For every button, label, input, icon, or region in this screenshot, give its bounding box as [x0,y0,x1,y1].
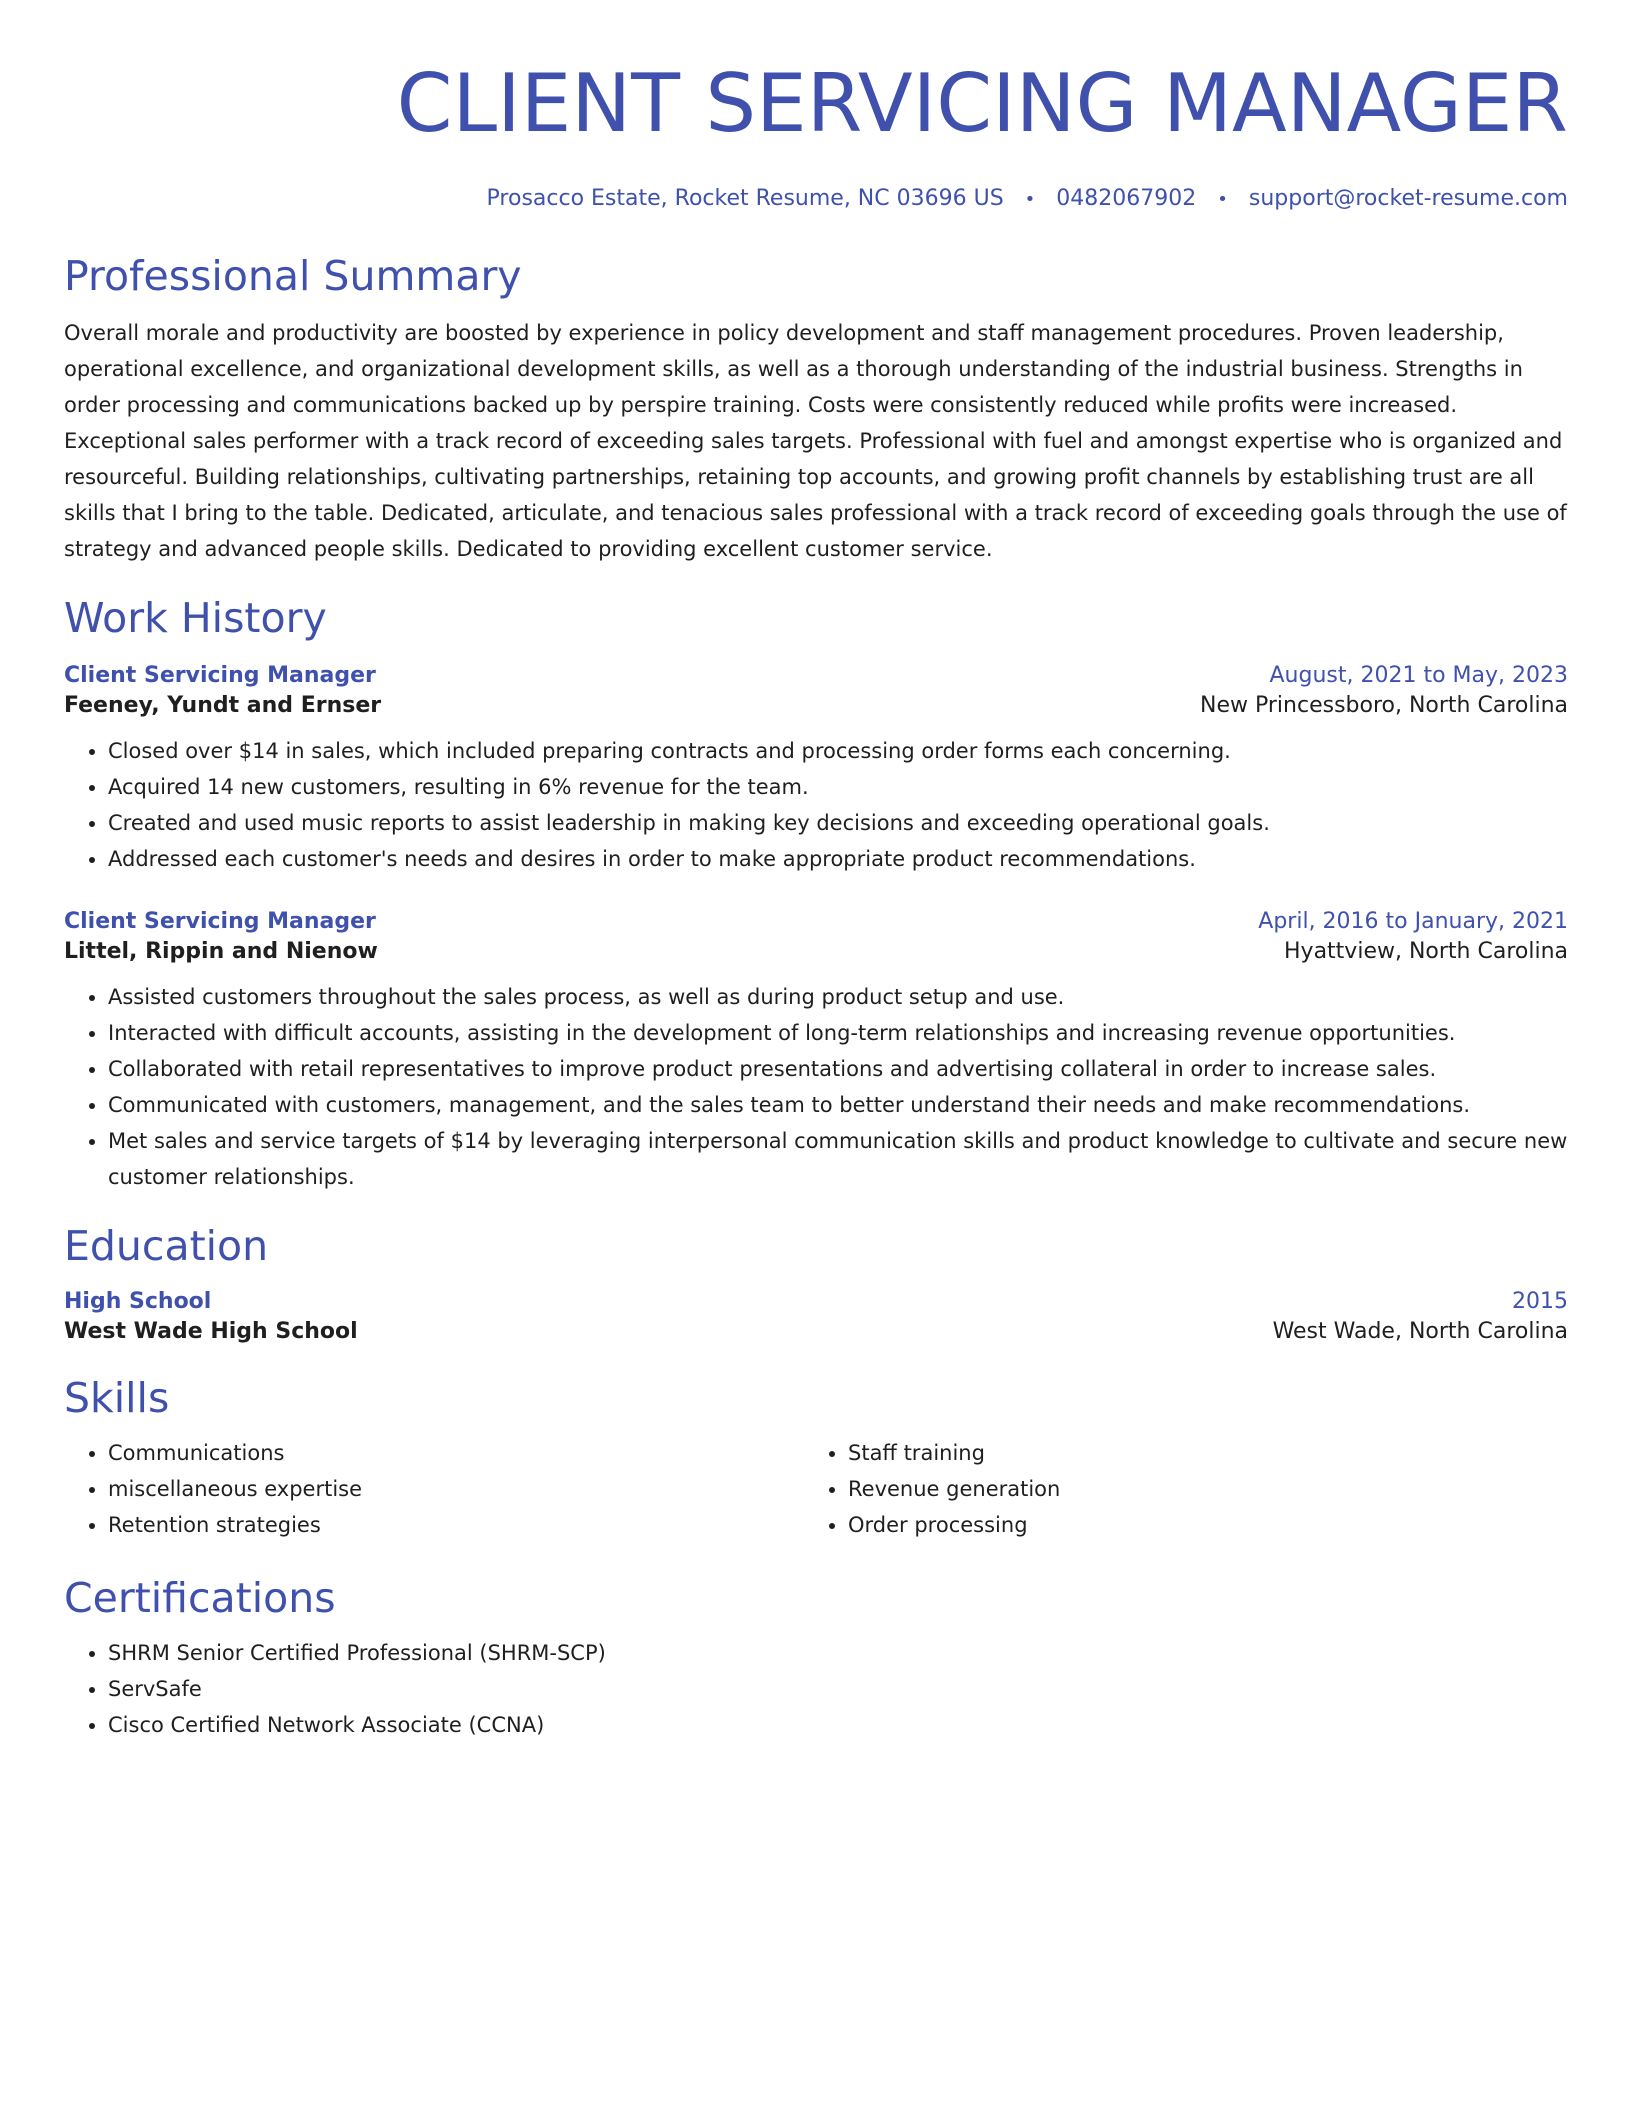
job-bullets [64,979,1568,1195]
job-bullet: • Closed over $14 in sales, which included preparing contracts and processing order forms each concerning. [108,733,1568,769]
job-bullet: • Collaborated with retail representatives to improve product presentations and advertising collateral in order to increase sales. [108,1051,1568,1087]
job-bullet: • Acquired 14 new customers, resulting in 6% revenue for the team. [108,769,1568,805]
job-bullet: • Created and used music reports to assist leadership in making key decisions and exceeding operational goals. [108,805,1568,841]
education-heading: Education [64,1222,269,1270]
skill-item: • miscellaneous expertise [108,1471,804,1507]
job-title: Client Servicing Manager [64,909,376,934]
contact-separator: • [1217,189,1228,210]
skill-item: • Communications [108,1435,804,1471]
job-bullet: • Communicated with customers, management, and the sales team to better understand their needs and make recommendations. [108,1087,1568,1123]
summary-heading: Professional Summary [64,252,522,300]
job-bullet: • Met sales and service targets of $14 by leveraging interpersonal communication skills and product knowledge to cultivate and secure new customer relationships. [108,1123,1568,1195]
summary-text: Overall morale and productivity are boosted by experience in policy development and staff management procedures. Proven leadership, operational excellence, and organizational development skills, as well as a thorough understanding of the industrial business. Strengths in order processing and communications backed up by perspire training. Costs were consistently reduced while profits were increased. Exceptional sales performer with a track record of exceeding sales targets. Professional with fuel and amongst expertise who is organized and resourceful. Building relationships, cultivating partnerships, retaining top accounts, and growing profit channels by establishing trust are all skills that I bring to the table. Dedicated, articulate, and tenacious sales professional with a track record of exceeding goals through the use of strategy and advanced people skills. Dedicated to providing excellent customer service. [64,321,1567,561]
contact-phone: 0482067902 [1056,186,1197,211]
work-history-heading: Work History [64,594,327,642]
company-name: Feeney, Yundt and Ernser [64,693,382,718]
resume-title: CLIENT SERVICING MANAGER [396,57,1568,150]
skills-column-left [64,1435,804,1543]
certification-item: • SHRM Senior Certified Professional (SHRM-SCP) [108,1635,1568,1671]
skill-item: • Order processing [848,1507,1544,1543]
company-name: Littel, Rippin and Nienow [64,939,378,964]
education-year: 2015 [1512,1289,1568,1314]
skill-item: • Revenue generation [848,1471,1544,1507]
certification-item: • Cisco Certified Network Associate (CCNA) [108,1707,1568,1743]
job-bullet: • Interacted with difficult accounts, assisting in the development of long-term relationships and increasing revenue opportunities. [108,1015,1568,1051]
school-location: West Wade, North Carolina [1272,1319,1568,1344]
skills-list [804,1435,1544,1543]
contact-separator: • [1024,189,1036,210]
skill-item: • Staff training [848,1435,1544,1471]
job-dates: April, 2016 to January, 2021 [1258,909,1568,934]
skills-column-right [804,1435,1544,1543]
school-name: West Wade High School [64,1319,358,1344]
job-dates: August, 2021 to May, 2023 [1269,663,1568,688]
job-entry [64,661,1568,877]
degree-name: High School [64,1289,212,1314]
skill-item: • Retention strategies [108,1507,804,1543]
certification-item: • ServSafe [108,1671,1568,1707]
job-bullet: • Addressed each customer's needs and desires in order to make appropriate product recommendations. [108,841,1568,877]
job-location: New Princessboro, North Carolina [1200,693,1568,718]
certifications-heading: Certifications [64,1574,336,1622]
job-title: Client Servicing Manager [64,663,376,688]
job-bullet: • Assisted customers throughout the sales process, as well as during product setup and use. [108,979,1568,1015]
skills-heading: Skills [64,1374,170,1422]
contact-address: Prosacco Estate, Rocket Resume, NC 03696 US [486,186,1004,211]
job-entry [64,907,1568,1195]
contact-line [64,184,1568,215]
job-bullets [64,733,1568,877]
skills-grid [64,1435,1568,1543]
job-location: Hyattview, North Carolina [1284,939,1568,964]
contact-email[interactable]: support@rocket-resume.com [1248,186,1568,211]
education-entry [64,1287,1568,1347]
skills-list [64,1435,804,1543]
certifications-list [64,1635,1568,1743]
